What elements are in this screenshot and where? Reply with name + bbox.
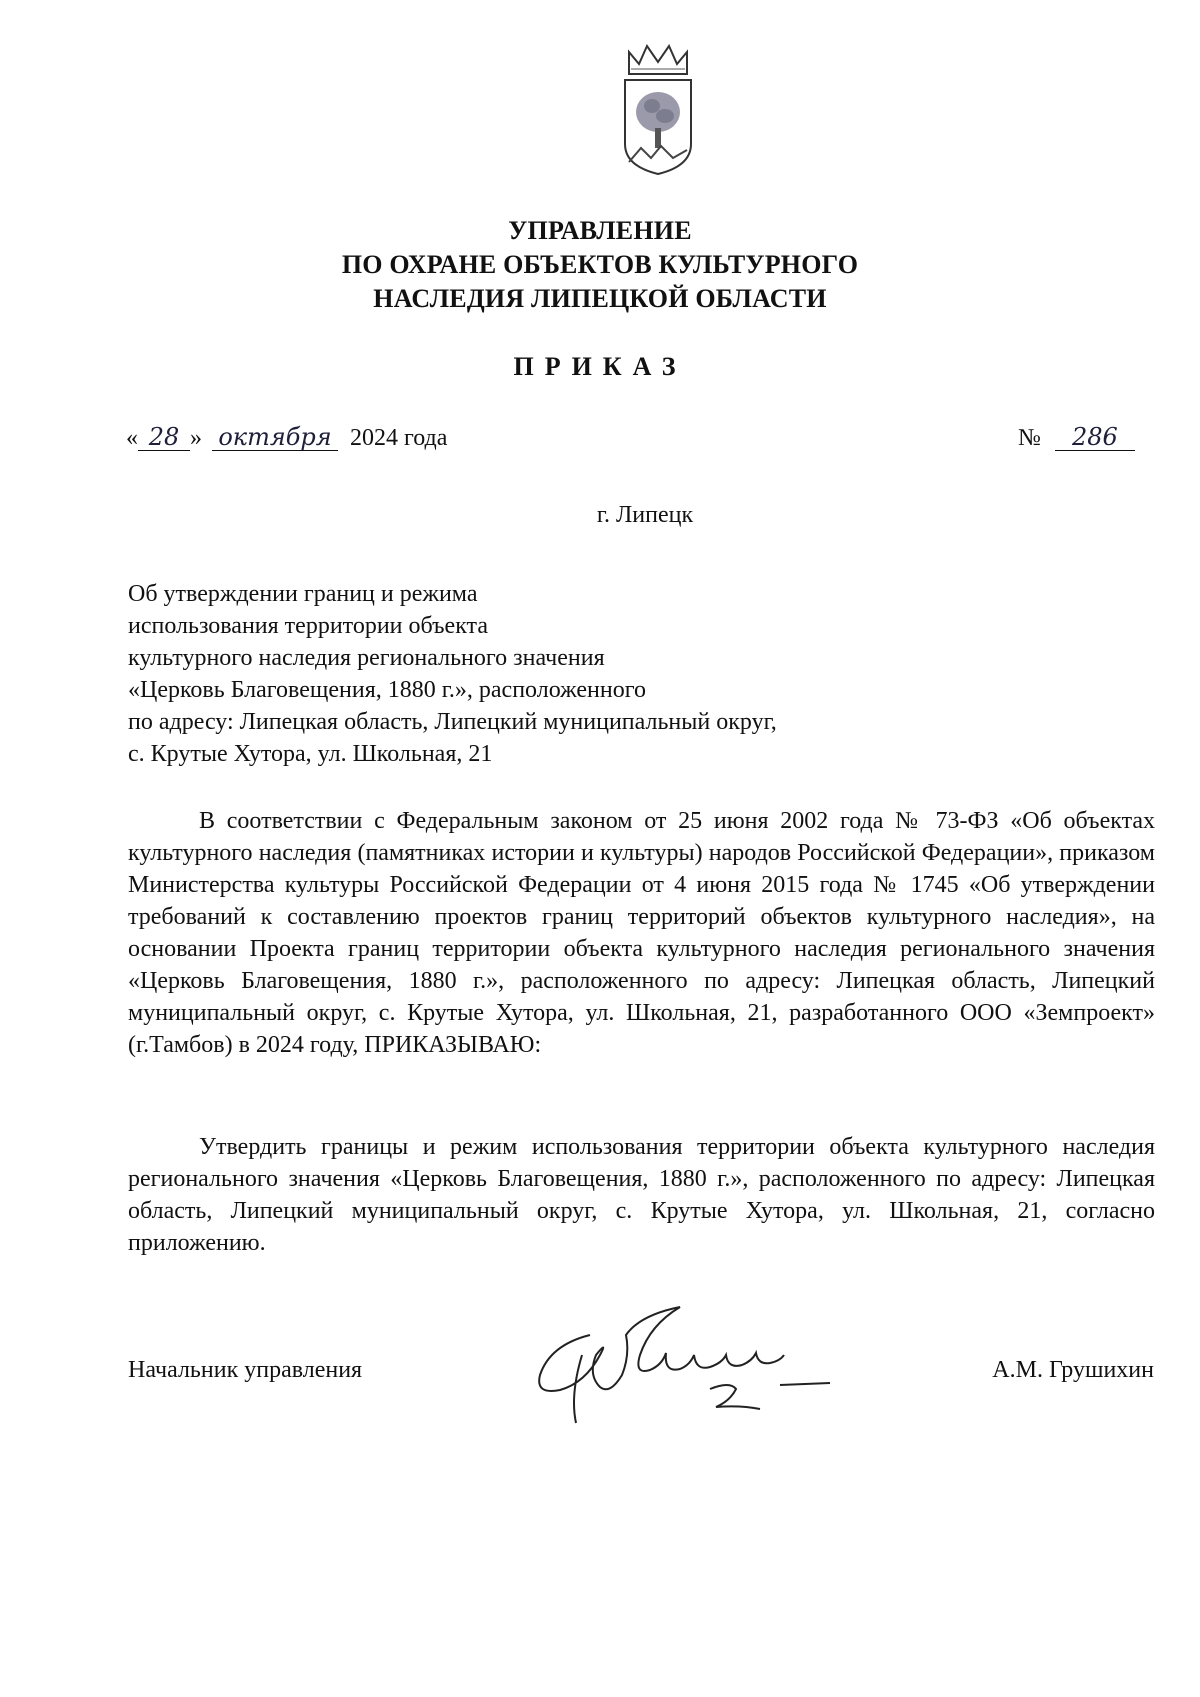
date-open-quote: « <box>126 425 138 451</box>
date-day-handwritten: 28 <box>138 424 190 451</box>
order-number-label: № <box>1018 425 1041 451</box>
order-title: ПРИКАЗ <box>513 352 687 381</box>
body-paragraph-legal-basis: В соответствии с Федеральным законом от 25 июня 2002 года № 73-ФЗ «Об объектах культурного наследия (памятниках истории и культуры) народов Российской Федерации», приказом Министерства культуры Российской Федерации от 4 июня 2015 года № 1745 «Об утверждении требований к составлению проектов границ территорий объектов культурного наследия», на основании Проекта границ территории объекта культурного наследия регионального значения «Церковь Благовещения, 1880 г.», расположенного по адресу: Липецкая область, Липецкий муниципальный округ, с. Крутые Хутора, ул. Школьная, 21, разработанного ООО «Земпроект» (г.Тамбов) в 2024 году, ПРИКАЗЫВАЮ: <box>128 808 1155 1058</box>
coat-of-arms-emblem <box>619 44 697 178</box>
authority-header <box>0 214 1200 316</box>
signatory-name: А.М. Грушихин <box>992 1357 1154 1383</box>
city: г. Липецк <box>596 502 694 528</box>
date-year: 2024 года <box>350 425 448 451</box>
body-paragraph-order: Утвердить границы и режим использования территории объекта культурного наследия регионального значения «Церковь Благовещения, 1880 г.», расположенного по адресу: Липецкая область, Липецкий муниципальный округ, с. Крутые Хутора, ул. Школьная, 21, согласно приложению. <box>128 1134 1155 1256</box>
handwritten-signature <box>530 1295 860 1425</box>
authority-header-line1: УПРАВЛЕНИЕ <box>508 216 692 245</box>
subject-line: с. Крутые Хутора, ул. Школьная, 21 <box>128 741 493 767</box>
order-date <box>126 424 447 452</box>
order-number <box>1018 424 1135 452</box>
date-close-quote: » <box>190 425 202 451</box>
subject-line: «Церковь Благовещения, 1880 г.», расположенного <box>128 677 646 703</box>
authority-header-line3: НАСЛЕДИЯ ЛИПЕЦКОЙ ОБЛАСТИ <box>373 284 827 313</box>
order-number-handwritten: 286 <box>1055 424 1135 451</box>
subject-line: использования территории объекта <box>128 613 488 639</box>
authority-header-line2: ПО ОХРАНЕ ОБЪЕКТОВ КУЛЬТУРНОГО <box>341 250 859 279</box>
subject-line: по адресу: Липецкая область, Липецкий муниципальный округ, <box>128 709 777 735</box>
subject-line: Об утверждении границ и режима <box>128 581 478 607</box>
date-month-handwritten: октября <box>212 424 338 451</box>
signatory-title: Начальник управления <box>128 1357 363 1383</box>
order-subject <box>128 578 777 770</box>
subject-line: культурного наследия регионального значения <box>128 645 605 671</box>
